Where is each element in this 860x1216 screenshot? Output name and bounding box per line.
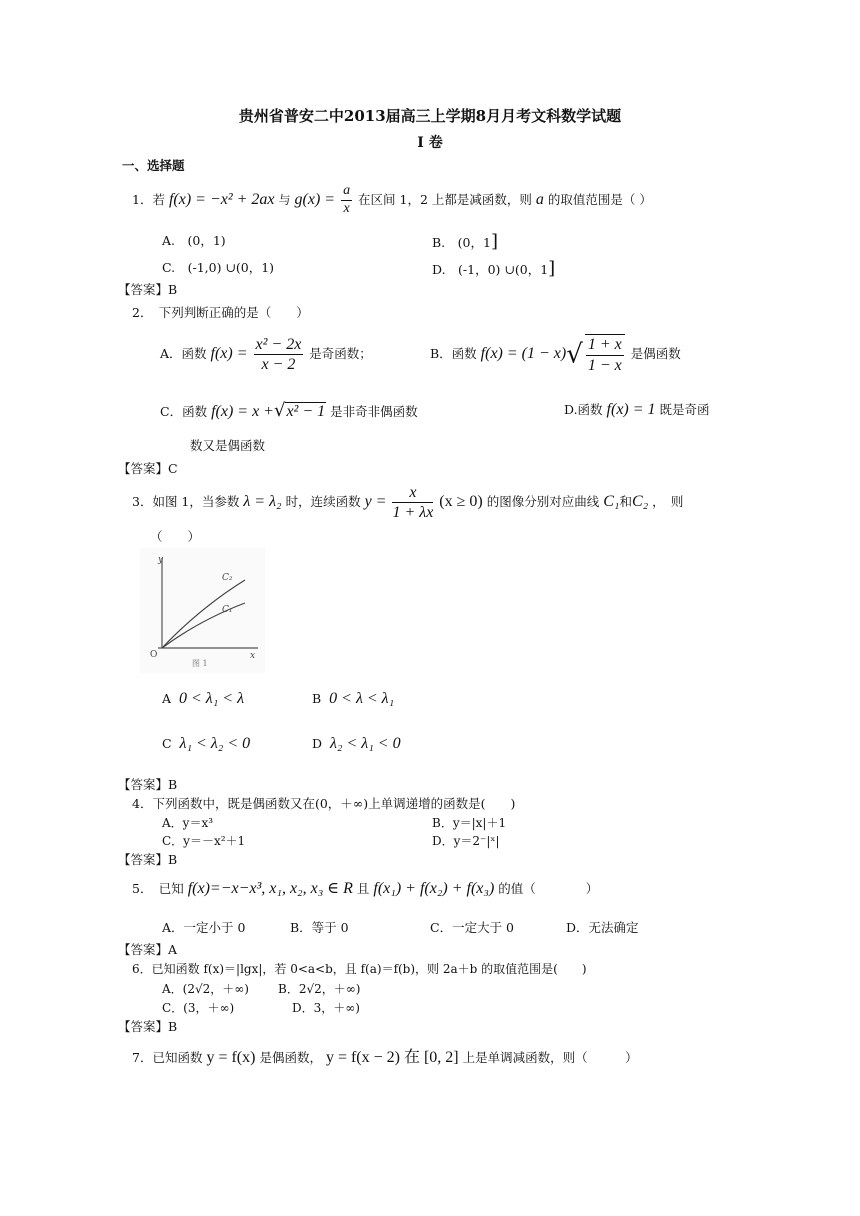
figure-c1-label: C₁ <box>222 605 233 615</box>
q2-c-radicand: x² − 1 <box>286 403 326 420</box>
answer-label: 【答案】 <box>118 777 169 792</box>
q3-option-c-expr: λ₁ < λ₂ < 0 <box>179 735 251 752</box>
q2-option-a <box>160 334 372 374</box>
q2-b-prefix: B．函数 <box>430 346 477 361</box>
q6-answer-value: B <box>168 1019 178 1034</box>
q7-number: 7．已知函数 <box>132 1050 203 1065</box>
answer-label: 【答案】 <box>118 282 169 297</box>
q6-answer <box>118 1017 177 1035</box>
section-heading: 一、选择题 <box>122 158 185 173</box>
q3-option-c <box>162 735 250 753</box>
q1-tail-text: 的取值范围是（ ） <box>547 192 652 207</box>
q3-condition: λ = λ₂ <box>243 493 282 510</box>
q2-answer <box>118 459 178 477</box>
q2-b-lhs: f(x) = (1 − x) <box>480 345 567 362</box>
q3-option-c-letter: C <box>162 736 172 751</box>
q1-g-fraction <box>341 183 352 218</box>
q1-option-b-bracket: ] <box>490 231 498 252</box>
q2-c-radical-sign: √ <box>273 400 286 421</box>
q7-function-2: y = f(x − 2) <box>325 1049 400 1066</box>
question-7 <box>132 1044 638 1067</box>
q2-c-prefix: C．函数 <box>160 404 208 419</box>
q1-option-b-text: B. (0，1 <box>432 235 491 250</box>
q3-option-d-expr: λ₂ < λ₁ < 0 <box>329 735 401 752</box>
q7-tail: 上是单调减函数，则（ ） <box>462 1050 638 1065</box>
q4-answer <box>118 850 177 868</box>
q3-figure <box>140 548 265 673</box>
question-5 <box>132 878 598 898</box>
q3-number: 3．如图 1，当参数 <box>132 494 240 509</box>
q2-b-numerator: 1 + x <box>586 335 624 355</box>
q4-answer-value: B <box>168 852 178 867</box>
q2-c-lhs: f(x) = x + <box>211 403 274 420</box>
q6-option-d: D．3，＋∞) <box>292 1001 360 1015</box>
question-2: 2． 下列判断正确的是（ ） <box>132 305 309 320</box>
q3-domain: (x ≥ 0) <box>439 493 483 510</box>
q2-a-lhs: f(x) = <box>210 345 248 362</box>
q2-option-c <box>160 400 418 421</box>
q3-option-a <box>162 690 244 708</box>
answer-label: 【答案】 <box>118 852 169 867</box>
q5-middle: 且 <box>356 881 370 896</box>
q5-option-c: C．一定大于 0 <box>430 920 514 935</box>
q5-tail: 的值（ ） <box>498 881 599 896</box>
q3-option-a-expr: 0 < λ₁ < λ <box>178 690 244 707</box>
document-subtitle: I 卷 <box>417 135 443 151</box>
q1-number: 1．若 <box>132 192 165 207</box>
answer-label: 【答案】 <box>118 461 169 476</box>
q1-middle-text: 在区间 1，2 上都是减函数，则 <box>358 192 532 207</box>
q4-option-b: B．y＝|x|＋1 <box>432 816 507 830</box>
q3-option-b-letter: B <box>312 691 322 706</box>
q2-a-numerator: x² − 2x <box>254 335 304 355</box>
q3-answer <box>118 775 177 793</box>
q1-f-expression: f(x) = −x² + 2ax <box>168 191 275 208</box>
figure-x-label: x <box>250 651 256 661</box>
q5-option-d: D．无法确定 <box>566 920 639 935</box>
q3-middle-text: 时，连续函数 <box>285 494 361 509</box>
q1-answer-value: B <box>168 282 178 297</box>
q5-option-b: B．等于 0 <box>290 920 349 935</box>
figure-origin-label: O <box>150 650 158 660</box>
q3-option-b-expr: 0 < λ < λ₁ <box>329 690 395 707</box>
q3-post-text: 的图像分别对应曲线 <box>486 494 600 509</box>
q3-curve-c1: C₁ <box>603 493 620 510</box>
figure-c2-label: C₂ <box>222 573 233 583</box>
q5-option-a: A．一定小于 0 <box>162 920 246 935</box>
q1-option-a: A. (0，1) <box>162 233 226 248</box>
q3-y-numerator: x <box>392 483 433 503</box>
q4-option-c: C．y＝－x²＋1 <box>162 834 246 848</box>
q3-option-b <box>312 690 394 708</box>
q5-number: 5． 已知 <box>132 881 184 896</box>
answer-label: 【答案】 <box>118 1019 169 1034</box>
q2-c-suffix: 是非奇非偶函数 <box>330 404 418 419</box>
q2-b-radical-fraction <box>585 334 625 374</box>
q3-option-d <box>312 735 401 753</box>
q1-option-d-bracket: ] <box>548 258 556 279</box>
q3-then: ， 则 <box>652 494 684 509</box>
q5-answer-value: A <box>168 942 178 957</box>
q3-y-fraction <box>392 483 433 522</box>
q1-answer <box>118 280 177 298</box>
q2-option-d-continued: 数又是偶函数 <box>190 438 266 453</box>
q2-a-denominator: x − 2 <box>261 356 296 373</box>
q2-a-prefix: A．函数 <box>160 346 207 361</box>
q2-a-fraction <box>254 335 304 374</box>
q3-option-a-letter: A <box>162 691 172 706</box>
q2-d-expression: f(x) = 1 <box>606 401 656 418</box>
answer-label: 【答案】 <box>118 942 169 957</box>
q2-option-d <box>564 400 710 419</box>
q5-answer <box>118 940 177 958</box>
q1-variable-a: a <box>535 191 544 208</box>
q2-b-denominator: 1 − x <box>587 356 622 374</box>
q7-zai: 在 <box>403 1049 420 1066</box>
q4-option-d: D．y＝2⁻|ˣ| <box>432 834 500 848</box>
q1-option-d-text: D. (-1，0) ∪(0，1 <box>432 262 549 277</box>
q5-sum: f(x₁) + f(x₂) + f(x₃) <box>373 880 495 897</box>
q3-option-d-letter: D <box>312 736 323 751</box>
q1-option-c: C. (-1,0) ∪(0，1) <box>162 260 275 275</box>
q1-yu: 与 <box>278 193 291 207</box>
document-title: 贵州省普安二中2013届高三上学期8月月考文科数学试题 <box>238 107 622 125</box>
q1-g-lhs: g(x) = <box>294 191 336 208</box>
q6-option-c: C．(3，＋∞) <box>162 1001 235 1015</box>
q5-expression: f(x)=−x−x³, x₁, x₂, x₃ ∈ R <box>187 880 353 897</box>
q1-g-denominator: x <box>343 201 350 216</box>
figure-y-label: y <box>158 555 164 565</box>
q2-b-suffix: 是偶函数 <box>630 346 681 361</box>
q3-and: 和 <box>619 494 632 509</box>
q2-a-suffix: 是奇函数； <box>309 346 372 361</box>
q3-y-lhs: y = <box>364 493 387 510</box>
q6-option-b: B．2√2，＋∞) <box>278 982 361 996</box>
q7-function-1: y = f(x) <box>206 1049 256 1066</box>
q7-interval: [0, 2] <box>423 1049 459 1066</box>
q2-b-radical-sign: √ <box>566 339 583 370</box>
q2-d-suffix: 既是奇函 <box>659 402 710 417</box>
q2-answer-value: C <box>168 461 178 476</box>
question-6: 6．已知函数 f(x)＝|lgx|，若 0<a<b，且 f(a)＝f(b)，则 2a＋b 的取值范围是( ) <box>132 962 587 976</box>
q1-option-d <box>432 258 555 279</box>
q2-option-b <box>430 334 681 375</box>
q3-paren: （ ） <box>150 529 201 544</box>
q1-option-b <box>432 231 498 252</box>
q3-curve-c2: C₂ <box>631 493 649 510</box>
figure-caption: 图 1 <box>192 659 208 668</box>
q2-d-prefix: D.函数 <box>564 402 603 417</box>
q3-y-denominator: 1 + λx <box>392 504 434 521</box>
q3-answer-value: B <box>168 777 178 792</box>
question-1 <box>132 182 652 218</box>
q7-middle: 是偶函数， <box>259 1050 322 1065</box>
question-4: 4．下列函数中，既是偶函数又在(0，＋∞)上单调递增的函数是( ) <box>132 796 516 811</box>
q4-option-a: A．y＝x³ <box>162 816 214 830</box>
q6-option-a: A．(2√2，＋∞) <box>162 982 249 996</box>
question-3 <box>132 482 683 522</box>
q1-g-numerator: a <box>341 183 352 201</box>
